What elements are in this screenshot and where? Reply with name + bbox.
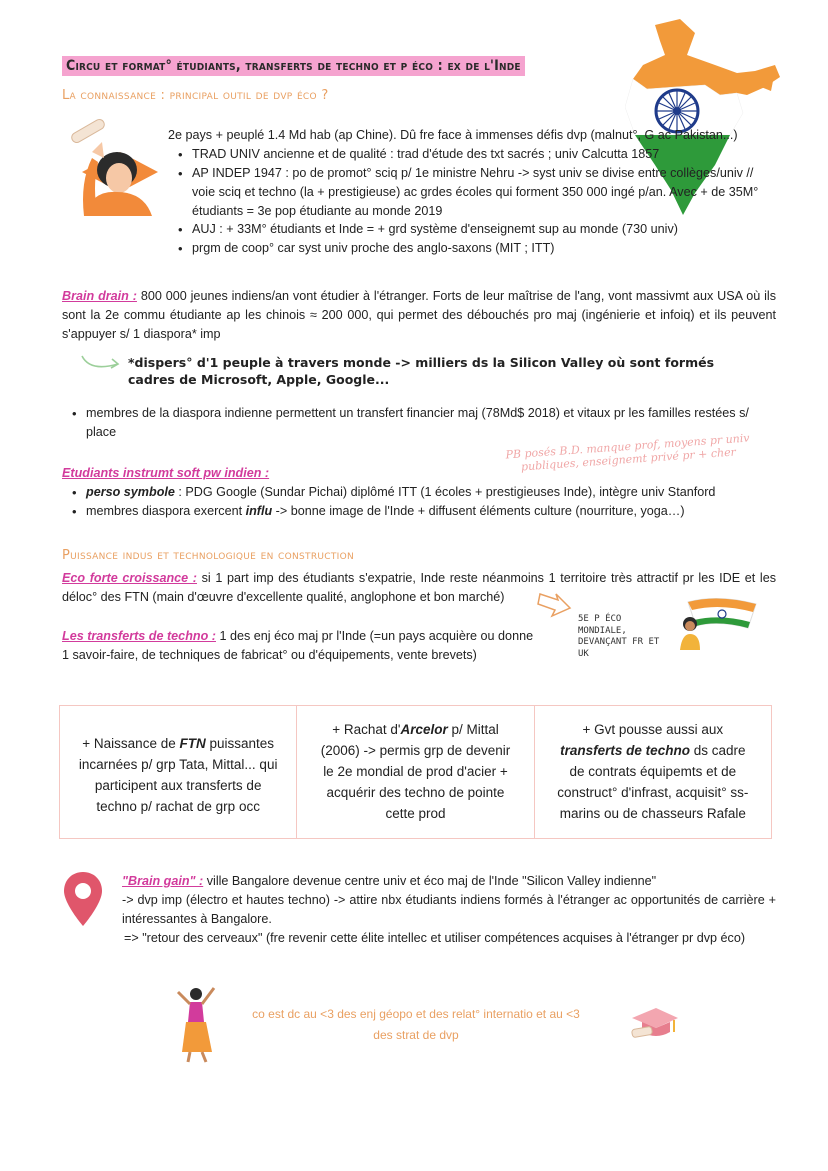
box-arcelor: + Rachat d'Arcelor p/ Mittal (2006) -> permis grp de devenir le 2e mondial de prod d'acier + acquérir des techno de pointe cette prod bbox=[297, 706, 534, 838]
tech-transfer-boxes bbox=[59, 705, 772, 839]
closing-text: co est dc au <3 des enj géopo et des relat° internatio et au <3 des strat de dvp bbox=[252, 1007, 580, 1042]
intro-bullet: • AP INDEP 1947 : po de promot° sciq p/ 1e ministre Nehru -> syst univ se divise entre collèges/univ // voie sciq et techno (la + prestigieuse) ac grdes écoles qui forment 350 000 ingé p/an. Avec + de 35M° étudiants = 3e pop étudiante au monde 2019 bbox=[178, 164, 778, 221]
intro-bullet: • AUJ : + 33M° étudiants et Inde = + grd système d'enseignemt sup au monde (730 univ) bbox=[178, 220, 778, 239]
brain-drain-paragraph bbox=[62, 287, 776, 344]
soft-power-bullet: • perso symbole : PDG Google (Sundar Pichai) diplômé ITT (1 écoles + prestigieuses Inde), intègre univ Stanford bbox=[72, 483, 778, 502]
page-title: Circu et format° étudiants, transferts de techno et p éco : ex de l'Inde bbox=[62, 56, 525, 76]
brain-drain-label: Brain drain : bbox=[62, 289, 137, 303]
handwritten-note: PB posés B.D. manque prof, moyens pr univ publiques, enseignemt privé pr + cher bbox=[505, 431, 750, 474]
graduation-cap-icon bbox=[630, 1006, 680, 1040]
graduate-student-icon bbox=[62, 112, 162, 217]
box-government: + Gvt pousse aussi aux transferts de techno ds cadre de contrats équipemts et de construct° d'infrast, acquisit° ss-marins ou de chasseurs Rafale bbox=[557, 722, 749, 821]
economy-side-note: 5E P ÉCO MONDIALE, DEVANÇANT FR ET UK bbox=[578, 614, 660, 660]
curved-arrow-icon bbox=[80, 350, 122, 372]
brain-gain-section bbox=[122, 872, 776, 948]
location-pin-icon bbox=[62, 870, 104, 928]
diaspora-note: *dispers° d'1 peuple à travers monde -> milliers ds la Silicon Valley où sont formés cadres de Microsoft, Apple, Google... bbox=[128, 355, 715, 387]
soft-power-label: Etudiants instrumt soft pw indien : bbox=[62, 466, 270, 480]
page-subtitle: La connaissance : principal outil de dvp éco ? bbox=[62, 88, 329, 103]
intro-section bbox=[168, 126, 778, 258]
intro-bullet: • TRAD UNIV ancienne et de qualité : trad d'étude des txt sacrés ; univ Calcutta 1857 bbox=[178, 145, 778, 164]
brain-gain-line2: -> dvp imp (électro et hautes techno) -> attire nbx étudiants indiens formés à l'étranger ac opportunités de carrière + intéressantes à Bangalore. bbox=[122, 892, 776, 926]
industry-heading: Puissance indus et technologique en construction bbox=[62, 548, 355, 563]
brain-drain-text: 800 000 jeunes indiens/an vont étudier à l'étranger. Forts de leur maîtrise de l'ang, vont massivmt aux USA où ils sont la 2e commu étudiante ap les chinois ≈ 200 000, qui permet des débouchés pro maj (ingénierie et infoiq) et ils peuvent s'appuyer s/ 1 diaspora* imp bbox=[62, 289, 776, 341]
dancer-icon bbox=[176, 982, 218, 1064]
intro-list bbox=[178, 145, 778, 258]
intro-lead: 2e pays + peuplé 1.4 Md hab (ap Chine). Dû fre face à immenses défis dvp (malnut°, G ac Pakistan...) bbox=[168, 128, 738, 142]
intro-bullet: • prgm de coop° car syst univ proche des anglo-saxons (MIT ; ITT) bbox=[178, 239, 778, 258]
brain-gain-line3: => "retour des cerveaux" (fre revenir cette élite intellec et utiliser compétences acquises à l'étranger pr dvp éco) bbox=[124, 930, 746, 945]
box-ftn: + Naissance de FTN puissantes incarnées p/ grp Tata, Mittal... qui participent aux transferts de techno p/ rachat de grp occ bbox=[60, 706, 297, 838]
soft-power-list bbox=[72, 483, 778, 521]
tech-transfer-paragraph: Les transferts de techno : 1 des enj éco maj pr l'Inde (=un pays acquière ou donne 1 savoir-faire, de techniques de fabricat° ou d'équipements, vente brevets) bbox=[62, 629, 534, 662]
brain-gain-line1: "Brain gain" : ville Bangalore devenue centre univ et éco maj de l'Inde "Silicon Valley indienne" bbox=[122, 874, 657, 888]
diaspora-bullet: • membres de la diaspora indienne permettent un transfert financier maj (78Md$ 2018) et vitaux pr les familles restées s/ place bbox=[72, 404, 778, 442]
girl-with-flag-icon bbox=[668, 594, 760, 650]
arrow-icon bbox=[536, 590, 574, 620]
eco-growth-paragraph: Eco forte croissance : si 1 part imp des étudiants s'expatrie, Inde reste néanmoins 1 territoire très attractif pr les IDE et les déloc° des FTN (main d'œuvre d'excellente qualité, anglophone et bon marché) bbox=[62, 571, 776, 604]
soft-power-bullet: • membres diaspora exercent influ -> bonne image de l'Inde + diffusent éléments culture (nourriture, yoga…) bbox=[72, 502, 778, 521]
